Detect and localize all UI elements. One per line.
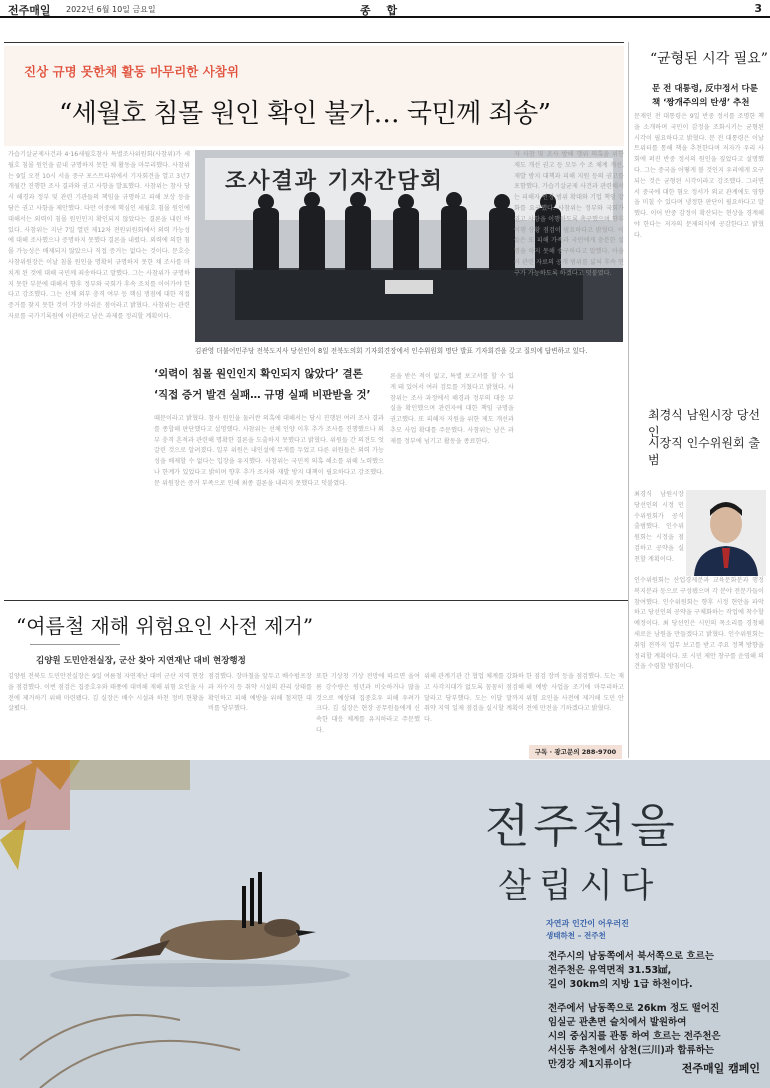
sewol-body-col-2 (154, 414, 384, 598)
section-name: 종 합 (360, 4, 404, 17)
campaign-line: 전주에서 남동쪽으로 26km 정도 떨어진 (548, 1003, 720, 1014)
column-divider (628, 42, 629, 602)
top-rule (4, 42, 624, 43)
sewol-headline: “세월호 침몰 원인 확인 불가… 국민께 죄송” (59, 99, 551, 129)
pull-quote-line-1: ‘외력이 침몰 원인인지 확인되지 않았다’ 결론 (154, 368, 363, 380)
body-text-placeholder: 때문이라고 밝혔다. 참사 원인을 둘러싼 의혹에 대해서는 당시 진행된 여러 조사 결과를 종합해 판단했다고 설명했다. 사참위는 선체 인양 이후 추가 조사를 진행했으나 외부 충격 흔적과 관련해 명확한 결론을 도출하지 못했다고 밝혔다. 위원들 간 의견도 엇갈린 것으로 알려졌다. 일부 위원은 내인설에 무게를 두었고 다른 위원들은 외력 가능성을 배제할 수 없다는 입장을 유지했다. 사참위는 국민적 의혹 해소를 위해 노력했으나 한계가 있었다고 밝히며 향후 추가 조사와 재발 방지 대책이 필요하다고 강조했다. 문 위원장은 증거 부족으로 인해 최종 결론을 내리지 못했다고 덧붙였다. (154, 415, 384, 487)
flood-headline: “여름철 재해 위험요인 사전 제거” (16, 614, 314, 638)
sewol-pull-quote (154, 366, 388, 404)
sewol-headline-block (4, 46, 624, 146)
namwon-body-lead (634, 490, 684, 570)
campaign-line: 서신동 추천에서 삼천(三川)과 합류하는 (548, 1045, 715, 1056)
campaign-title-1: 전주천을 (485, 799, 679, 853)
flood-body-col-5 (526, 672, 624, 742)
photo-banner: 조사결과 기자간담회 (225, 169, 444, 194)
namwon-story-title-2: 시장직 인수위원회 출범 (648, 436, 760, 467)
sewol-body-col-4 (514, 150, 624, 598)
campaign-tagline-2: 생태하천 – 전주천 (546, 931, 606, 940)
namwon-body (634, 576, 764, 758)
body-text-placeholder: 최경식 남원시장 당선인의 시정 인수위원회가 공식 출범했다. 인수위원회는 시정을 점검하고 공약을 실천할 계획이다. (634, 491, 684, 563)
page-header (0, 0, 770, 18)
flood-body-col-1 (8, 672, 204, 756)
flood-sub-rule (30, 644, 120, 645)
campaign-line: 시의 중심지를 관통 하여 흐르는 전주천은 (548, 1031, 721, 1042)
body-text-placeholder: 김양원 전북도 도민안전실장은 9일 여름철 자연재난 대비 군산 지역 현장을 점검했다. 이번 점검은 집중호우와 태풍에 대비해 재해 위험 요인을 사전에 제거하기 위해 마련됐다. 김 실장은 배수 시설과 하천 정비 현황을 살폈다. (8, 673, 204, 713)
body-text-placeholder: 가습기살균제사건과 4·16세월호참사 특별조사위원회(사참위)가 세월호 침몰 원인을 끝내 규명하지 못한 채 활동을 마무리했다. 사참위는 9일 오전 10시 서울 중구 포스트타워에서 기자회견을 열고 3년7개월간 진행한 조사 결과와 권고 사항을 발표했다. 사참위는 참사 당시 해경과 정부 및 관련 기관들의 책임을 규명하고 피해 보상 등을 담은 권고 사항을 제안했다. 다만 이중에 핵심인 세월호 침몰 원인에 대해서는 외력이 침몰 원인인지 확인되지 않았다는 결론을 내린 바 있다. 사참위는 지난 7일 열린 제12차 전원위원회에서 외력 가능성에 대해 조사했으나 증명하지 못했다 결론을 내렸다. 외력에 의한 침몰 가능성은 배제되지 않았으나 직접 증거는 없다는 것이다. 문호승 사참위원장은 이날 침몰 원인을 명확히 규명하지 못한 채 조사를 마치게 된 것에 대해 국민께 죄송하다고 말했다. 그는 사참위가 규명하지 못한 부분에 대해서 향후 정부와 국회가 후속 조치를 이어가야 한다고 강조했다. 그는 선체 외부 충격 여부 등 핵심 쟁점에 대한 직접 증거를 찾지 못한 것이 가장 아쉬운 점이라고 밝혔다. 사참위는 관련 자료를 국가기록원에 이관하고 남은 과제를 정리할 계획이다. (8, 151, 190, 320)
book-story-sub-2: 책 ‘짱개주의의 탄생’ 추천 (652, 98, 750, 108)
pull-quote-line-2: ‘직접 증거 발견 실패… 규명 실패 비판받을 것’ (154, 389, 371, 401)
campaign-ad (0, 760, 770, 1088)
photo-caption: 김관영 더불어민주당 전북도지사 당선인이 8일 전북도의회 기자회견장에서 인수위원회 명단 발표 기자회견을 갖고 질의에 답변하고 있다. (195, 347, 588, 355)
flood-body-col-4 (424, 672, 524, 756)
campaign-line: 전주시의 남동쪽에서 북서쪽으로 흐르는 (548, 951, 714, 962)
sewol-kicker: 진상 규명 못한채 활동 마무리한 사참위 (24, 64, 239, 79)
body-text-placeholder: 인수위원회는 산업경제분과 교육문화분과 행정복지분과 등으로 구성됐으며 각 분야 전문가들이 참여했다. 인수위원회는 향후 시정 현안을 파악하고 당선인의 공약을 구체화하는 작업에 착수할 예정이다. 최 당선인은 시민의 목소리를 경청해 새로운 남원을 만들겠다고 밝혔다. 인수위원회는 취임 전까지 업무 보고를 받고 주요 정책 방향을 정리할 계획이다. 또 시민 제안 창구를 운영해 의견을 수렴할 방침이다. (634, 577, 764, 671)
body-text-placeholder: 문재인 전 대통령은 9일 반중 정서를 조명한 책을 소개하며 국민이 감정을 조화시키는 균형된 시각이 필요하다고 밝혔다. 문 전 대통령은 이날 트위터를 통해 책을 추천한다며 저자가 우리 사회에 퍼진 반중 정서의 원인을 짚었다고 설명했다. 그는 중국을 어떻게 볼 것인지 우리에게 요구되는 것은 균형된 시각이라고 강조했다. 그러면서 중국에 대한 혐오 정서가 외교 관계에도 영향을 미칠 수 있다며 냉정한 판단이 필요하다고 말했다. 이어 반중 감정이 확산되는 현상을 경계해야 한다는 저자의 문제의식에 공감한다고 밝혔다. (634, 113, 764, 239)
namwon-mayor-portrait (686, 490, 766, 576)
body-text-placeholder: 점검했다. 장마철을 앞두고 배수펌프장과 저수지 등 취약 시설의 관리 상태를 확인하고 피해 예방을 위해 철저한 대비를 당부했다. (208, 673, 312, 713)
namwon-story-title-1: 최경식 남원시장 당선인 (648, 408, 760, 439)
column-divider-lower (628, 602, 629, 758)
campaign-line: 만경강 제1지류이다 (548, 1059, 632, 1070)
flood-body-col-2 (208, 672, 312, 756)
campaign-title-2: 살립시다 (498, 866, 662, 906)
body-text-placeholder: 론을 받은 적이 없고, 특별 보고서를 할 수 있게 돼 있어서 여러 검토를 거쳤다고 밝혔다. 사참위는 조사 과정에서 해경과 정부의 대응 부실을 확인했으며 관련자에 대한 책임 규명을 권고했다. 또 피해자 지원을 위한 제도 개선과 추모 사업 확대를 주문했다. 사참위는 남은 과제를 정부에 넘기고 활동을 종료한다. (390, 373, 514, 445)
flood-subheadline: 김양원 도민안전실장, 군산 찾아 지연재난 대비 현장행정 (36, 656, 246, 666)
book-story-title: “균형된 시각 필요” (650, 51, 768, 67)
book-story-sub-1: 문 전 대통령, 反中정서 다룬 (652, 84, 758, 94)
book-story-body (634, 112, 764, 376)
ad-inquiry-bar: 구독 · 광고문의 288-9700 (529, 745, 622, 759)
campaign-line: 전주천은 유역면적 31.53㎢, (548, 965, 672, 976)
campaign-signature: 전주매일 캠페인 (681, 1062, 760, 1075)
campaign-paragraph-1 (548, 950, 763, 992)
body-text-placeholder: 위해 관계기관 간 협업 체계를 강화하고 사각지대가 없도록 꼼꼼히 점검해 달라고 당부했다. 도는 이달 말까지 취약 지역 일제 점검을 실시할 계획이다. (424, 673, 524, 724)
flood-top-rule (4, 600, 628, 601)
masthead-brand: 전주매일 (8, 4, 51, 17)
sewol-body-col-3 (390, 372, 514, 598)
campaign-line: 임실군 관촌면 슬치에서 발원하여 (548, 1017, 687, 1028)
body-text-placeholder: 자 사참 및 조사 방해 행위 의혹을 위한 제도 개선 권고 등 모두 수 조 체계 개선, 재발 방지 대책과 피해 지원 등의 권고를 포함했다. 가습기살균제 사건과 관련해서는 피해자 인정 범위 확대와 기업 책임 강화를 요구했다. 사참위는 정부와 국회가 권고 사항을 이행하도록 촉구했으며 향후 이행 상황 점검이 필요하다고 밝혔다. 이들은 또 피해 가족과 국민에게 충분한 설명을 하지 못해 송구하다고 말했다. 아울러 관련 자료의 공개 범위를 넓혀 후속 연구가 가능하도록 하겠다고 덧붙였다. (514, 151, 624, 277)
campaign-line: 길이 30km의 지방 1급 하천이다. (548, 979, 693, 990)
body-text-placeholder: 또한 기상청 기상 전망에 따르면 올여름 강수량은 평년과 비슷하거나 많을 것으로 예상돼 집중호우 피해 우려가 크다. 김 실장은 현장 공무원들에게 신속한 대응 체계를 유지하라고 주문했다. (316, 673, 420, 734)
campaign-tagline-1: 자연과 인간이 어우러진 (546, 919, 629, 928)
issue-date: 2022년 6월 10일 금요일 (66, 5, 156, 14)
flood-body-col-3 (316, 672, 420, 756)
page-number: 3 (754, 2, 762, 15)
body-text-placeholder: 한 점검 장비 등을 점검했다. 도는 재해 예방 사업을 조기에 마무리하고 위험 요인을 사전에 제거해 도민 안전에 만전을 기하겠다고 밝혔다. (526, 673, 624, 713)
